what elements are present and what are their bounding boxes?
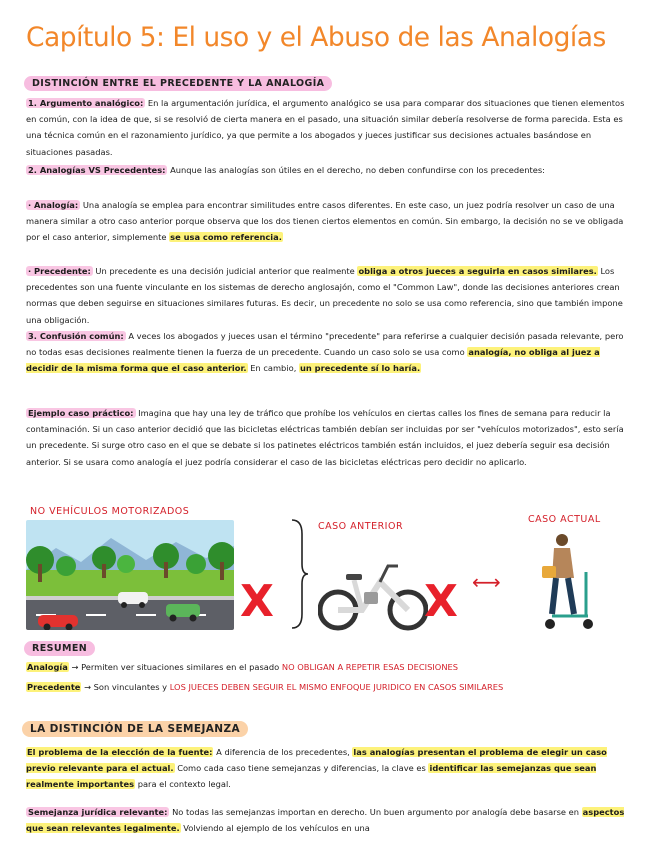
arrow-icon: → [71, 662, 79, 672]
label-current-case: CASO ACTUAL [528, 514, 601, 525]
text-legal-similarity-b: Volviendo al ejemplo de los vehículos en una [183, 823, 370, 834]
paragraph-practical-example [26, 405, 634, 470]
text-practical-example: Imagina que hay una ley de tráfico que prohíbe los vehículos en ciertas calles los fines de semana para reducir la contaminación. Si un caso anterior decidió que las bicicletas eléctricas también debían ser incluidas por ser "vehículos motorizados", esto sería un precedente. Si surge otro caso en el que se debate si los patinetes eléctricos también están incluidos, el juez debería seguir esa decisión anterior. Si se usara como analogía el juez podría considerar el caso de las bicicletas eléctricas pero decidir no aplicarlo. [26, 408, 624, 467]
paragraph-analogies-vs-precedents [26, 162, 634, 178]
section-header-distinction: DISTINCIÓN ENTRE EL PRECEDENTE Y LA ANALOGÍA [24, 76, 332, 91]
section-header-similarity: LA DISTINCIÓN DE LA SEMEJANZA [22, 721, 248, 737]
arrow-icon: → [84, 682, 92, 692]
term-analogies-vs-precedents: 2. Analogías VS Precedentes: [28, 165, 166, 175]
summary-line-analogy [26, 659, 634, 675]
term-common-confusion: 3. Confusión común: [28, 331, 124, 341]
highlight-choose-case: las analogías presentan el problema de elegir un caso previo relevante para el actual. [26, 747, 607, 774]
text-source-choice-a: A diferencia de los precedentes, [216, 747, 350, 757]
paragraph-legal-similarity [26, 804, 634, 836]
term-source-choice: El problema de la elección de la fuente: [27, 747, 213, 757]
text-confusion-a: A veces los abogados y jueces usan el término "precedente" para referirse a cualquier decisión pasada relevante, pero no todas esas decisiones realmente tienen la fuerza de un precedente. Cuando un caso solo se usa como [26, 331, 624, 358]
person-on-scooter-icon [530, 532, 600, 634]
highlight-important-similarities: identificar las semejanzas que sean realmente importantes [26, 763, 597, 790]
text-analogies-vs-precedents: Aunque las analogías son útiles en el derecho, no deben confundirse con los precedentes: [170, 165, 545, 175]
paragraph-common-confusion [26, 328, 634, 377]
summary-header: RESUMEN [24, 641, 95, 656]
text-legal-similarity-a: No todas las semejanzas importan en derecho. Un buen argumento por analogía debe basarse en [172, 807, 580, 817]
term-precedent: · Precedente: [28, 266, 91, 276]
term-legal-similarity: Semejanza jurídica relevante: [28, 807, 168, 817]
summary-term-precedent: Precedente [27, 682, 81, 692]
highlight-legally-relevant: aspectos que sean relevantes legalmente. [26, 807, 625, 834]
text-precedent-b: Los precedentes son una fuente vinculante en los sistemas de derecho anglosajón, como el "Common Law", donde las decisiones anteriores crean normas que deben seguirse en situaciones similares futuras. Es decir, un precedente no solo se usa como referencia, sino que también impone una obligación. [26, 266, 623, 325]
double-arrow-icon: ⟷ [472, 570, 501, 594]
paragraph-analogical-argument [26, 95, 634, 160]
term-analogy: · Analogía: [28, 200, 79, 210]
street-scene-illustration [26, 520, 234, 630]
summary-red-analogy: NO OBLIGAN A REPETIR ESAS DECISIONES [281, 662, 459, 672]
cross-mark-bike: X [424, 576, 458, 627]
term-analogical-argument: 1. Argumento analógico: [28, 98, 144, 108]
electric-bike-icon [318, 560, 428, 632]
text-analogy: Una analogía se emplea para encontrar similitudes entre casos diferentes. En este caso, un juez podría resolver un caso de una manera similar a otro caso anterior porque observa que los dos tienen ciertos elementos en común. Sin embargo, la decisión no se ve obligada por el caso anterior, simplemente [26, 200, 624, 243]
label-previous-case: CASO ANTERIOR [318, 521, 404, 532]
text-precedent-a: Un precedente es una decisión judicial anterior que realmente [95, 266, 355, 276]
paragraph-analogy [26, 197, 634, 246]
label-no-motor-vehicles: NO VEHÍCULOS MOTORIZADOS [30, 506, 190, 517]
text-confusion-b: En cambio, [250, 363, 297, 374]
summary-line-precedent [26, 679, 634, 695]
cross-mark-scene: X [240, 576, 274, 627]
term-practical-example: Ejemplo caso práctico: [28, 408, 134, 418]
text-source-choice-c: para el contexto legal. [137, 779, 231, 790]
text-source-choice-b: Como cada caso tiene semejanzas y diferencias, la clave es [177, 763, 426, 774]
text-analogical-argument: En la argumentación jurídica, el argumento analógico se usa para comparar dos situaciones que tienen elementos en común, con la idea de que, si se resolvió de cierta manera en el pasado, una situación similar debería resolverse de forma parecida. Esta es una técnica común en el razonamiento jurídico, ya que permite a los abogados y jueces justificar sus decisiones actuales basándose en situaciones pasadas. [26, 98, 625, 157]
highlight-analogy-not-binding: analogía, no obliga al juez a decidir de la misma forma que el caso anterior. [26, 347, 600, 374]
highlight-precedent-would: un precedente sí lo haría. [299, 363, 421, 374]
summary-text-precedent: Son vinculantes y [93, 682, 168, 692]
summary-red-precedent: LOS JUECES DEBEN SEGUIR EL MISMO ENFOQUE JURIDICO EN CASOS SIMILARES [169, 682, 504, 692]
page-title: Capítulo 5: El uso y el Abuso de las Analogías [26, 22, 606, 53]
brace-icon [288, 518, 310, 630]
highlight-obliges: obliga a otros jueces a seguirla en casos similares. [358, 266, 597, 276]
summary-term-analogy: Analogía [27, 662, 68, 672]
summary-text-analogy: Permiten ver situaciones similares en el pasado [81, 662, 280, 672]
paragraph-precedent [26, 263, 634, 328]
highlight-reference: se usa como referencia. [170, 232, 282, 243]
paragraph-source-choice [26, 744, 634, 793]
